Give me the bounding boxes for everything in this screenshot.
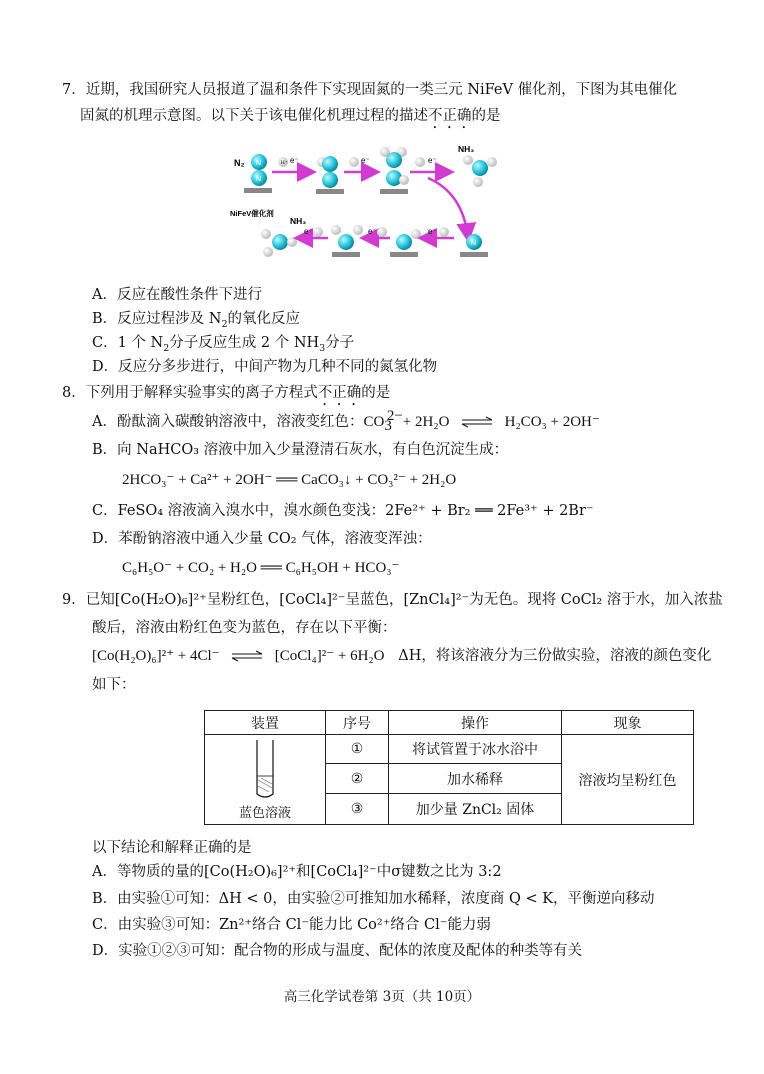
q8-option-b: B．向 NaHCO₃ 溶液中加入少量澄清石灰水，有白色沉淀生成：: [92, 442, 509, 458]
q9-option-c: C．由实验③可知：Zn²⁺络合 Cl⁻能力比 Co²⁺络合 Cl⁻能力弱: [92, 917, 491, 933]
n2-label: N₂: [234, 158, 245, 168]
n2-molecule: [244, 154, 272, 193]
q9-line1: 9．已知[Co(H₂O)₆]²⁺呈粉红色，[CoCl₄]²⁻呈蓝色，[ZnCl₄]²⁻为无色。现将 CoCl₂ 溶于水，加入浓盐: [62, 592, 723, 608]
q9-line2: 酸后，溶液由粉红色变为蓝色，存在以下平衡：: [92, 620, 397, 636]
q7-line1: 7．近期，我国研究人员报道了温和条件下实现固氮的一类三元 NiFeV 催化剂，下图为其电催化: [62, 82, 678, 98]
q7-line2: 固氮的机理示意图。以下关于该电催化机理过程的描述不正确的是: [80, 108, 501, 124]
nh3-label-bottom: NH₃: [290, 216, 307, 226]
q7-option-b: B．反应过程涉及 $N_2$的氧化反应: [92, 311, 300, 330]
svg-text:N: N: [256, 176, 262, 183]
equilibrium-arrow: [230, 650, 264, 662]
catalyst-label: NiFeV催化剂: [230, 209, 274, 218]
q9-line4: 如下：: [92, 677, 136, 693]
e-label: e⁻: [290, 156, 299, 165]
svg-text:e⁻: e⁻: [428, 156, 437, 165]
table-cell: ③: [326, 794, 389, 825]
device-label: 蓝色溶液: [238, 806, 291, 821]
intermediate-2: [380, 147, 409, 194]
svg-text:e⁻: e⁻: [304, 227, 313, 236]
svg-text:N: N: [471, 240, 477, 247]
phenomenon-cell: 溶液均呈粉红色: [562, 735, 694, 825]
q8-option-d-equation: C₆H₅O⁻ + CO₂ + H₂O ══ C₆H₅OH + HCO₃⁻: [122, 560, 400, 576]
svg-text:e⁻: e⁻: [368, 227, 377, 236]
emphasis-text: 不正确: [428, 108, 472, 124]
table-header: 装置: [205, 711, 326, 735]
equilibrium-arrow: [460, 416, 494, 428]
table-header: 序号: [326, 711, 389, 735]
experiment-table: [204, 710, 694, 825]
table-cell: 加少量 ZnCl₂ 固体: [389, 794, 562, 825]
table-header: 操作: [389, 711, 562, 735]
nh3-label-top: NH₃: [458, 144, 475, 154]
q7-option-d: D．反应分多步进行，中间产物为几种不同的氮氢化物: [92, 359, 438, 375]
q9-option-d: D．实验①②③可知：配合物的形成与温度、配体的浓度及配体的种类等有关: [92, 943, 583, 959]
intermediate-4: [390, 229, 421, 257]
table-header: 现象: [562, 711, 694, 735]
q7-option-c: C．1 个 $N_2$分子反应生成 2 个 $NH_3$分子: [92, 335, 355, 354]
q8-option-d: D．苯酚钠溶液中通入少量 CO₂ 气体，溶液变浑浊：: [92, 531, 432, 547]
intermediate-3: [460, 234, 488, 257]
q9-conclusion: 以下结论和解释正确的是: [92, 840, 252, 856]
q9-option-a: A．等物质的量的[Co(H₂O)₆]²⁺和[CoCl₄]²⁻中σ键数之比为 3:2: [92, 864, 502, 880]
mechanism-diagram: [228, 138, 518, 278]
table-cell: 将试管置于冰水浴中: [389, 735, 562, 764]
svg-text:H⁺: H⁺: [280, 160, 288, 166]
svg-text:N: N: [256, 160, 262, 167]
q7-option-a: A．反应在酸性条件下进行: [92, 287, 262, 303]
device-cell: [205, 735, 326, 825]
table-cell: 加水稀释: [389, 764, 562, 794]
page-footer: 高三化学试卷第 3页（共 10页）: [283, 989, 481, 1005]
svg-text:e⁻: e⁻: [361, 156, 370, 165]
nh3-molecule-bottom: [261, 229, 297, 257]
intermediate-1: [316, 156, 344, 194]
table-cell: ②: [326, 764, 389, 794]
q9-equation: [Co(H₂O)₆]²⁺ + 4Cl⁻ [CoCl₄]²⁻ + 6H₂O ΔH，将该溶液分为三份做实验，溶液的颜色变化: [92, 648, 712, 664]
test-tube-icon: [245, 738, 285, 802]
svg-text:e⁻: e⁻: [428, 227, 437, 236]
q8-option-c: C．FeSO₄ 溶液滴入溴水中，溴水颜色变浅：2Fe²⁺ + Br₂ ══ 2Fe³⁺ + 2Br⁻: [92, 503, 594, 519]
q8-stem: 8．下列用于解释实验事实的离子方程式不正确的是: [62, 385, 391, 401]
table-cell: ①: [326, 735, 389, 764]
intermediate-5: [331, 225, 363, 257]
nh3-molecule-top: [463, 155, 497, 187]
emphasis-text: 不正确: [317, 385, 362, 401]
q8-option-b-equation: 2HCO₃⁻ + Ca²⁺ + 2OH⁻ ══ CaCO₃↓ + CO₃²⁻ + 2H₂O: [122, 472, 457, 488]
q8-option-a: A．酚酞滴入碳酸钠溶液中，溶液变红色：$CO_3^{2-}+ 2H_2O$ H₂CO₃ + 2OH⁻: [92, 408, 600, 434]
q9-option-b: B．由实验①可知：ΔH < 0，由实验②可推知加水稀释，浓度商 Q < K，平衡逆向移动: [92, 891, 655, 907]
